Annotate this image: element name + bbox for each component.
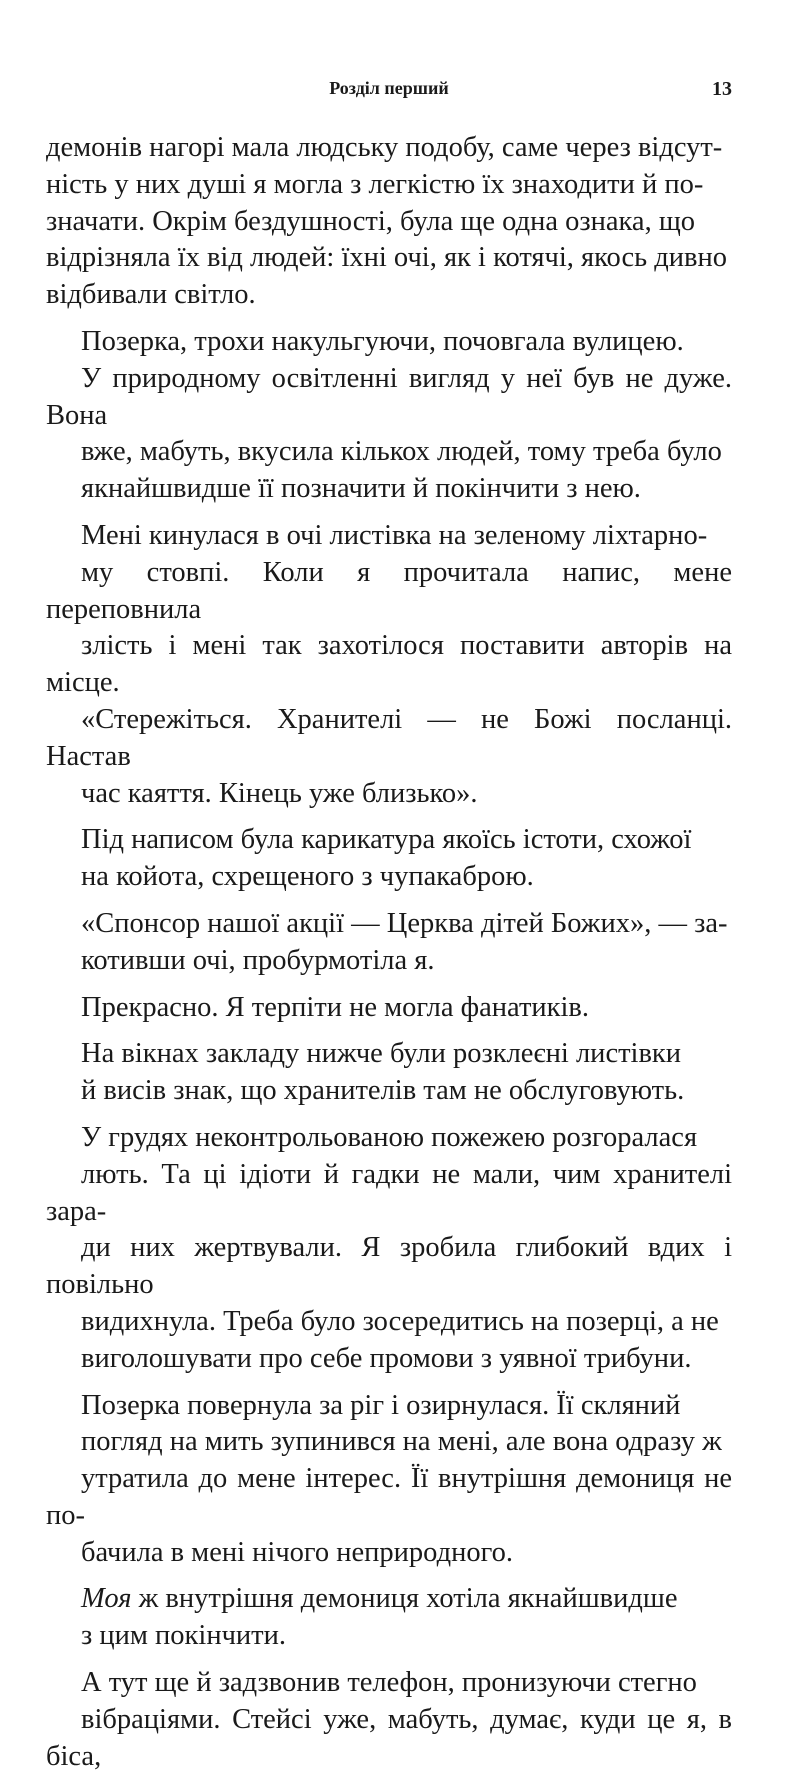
text-line: У грудях неконтрольованою пожежею розгоралася: [81, 1121, 698, 1153]
italic-emphasis: Моя: [81, 1583, 132, 1615]
text-line: на койота, схрещеного з чупакаброю.: [81, 861, 534, 893]
text-line: ність у них душі я могла з легкістю їх знаходити й по-: [46, 168, 704, 200]
paragraph: [46, 1388, 732, 1572]
running-head: [46, 78, 732, 102]
text-line: лють. Та ці ідіоти й гадки не мали, чим хранителі зара-: [46, 1158, 732, 1227]
paragraph: [46, 822, 732, 896]
paragraph: [46, 130, 732, 314]
text-line: час каяття. Кінець уже близько».: [81, 777, 478, 809]
text-line: ди них жертвували. Я зробила глибокий вдих і повільно: [46, 1232, 732, 1301]
text-line: якнайшвидше її позначити й покінчити з нею.: [81, 473, 641, 505]
text-line: «Спонсор нашої акції — Церква дітей Божих», — за-: [81, 907, 728, 939]
text-line: демонів нагорі мала людську подобу, саме через відсут-: [46, 132, 723, 163]
text-line: котивши очі, пробурмотіла я.: [81, 944, 435, 976]
paragraph: [46, 990, 732, 1027]
text-line: Позерка повернула за ріг і озирнулася. Її скляний: [81, 1389, 681, 1421]
text-line: му стовпі. Коли я прочитала напис, мене переповнила: [46, 556, 732, 625]
text-line: бачила в мені нічого неприродного.: [81, 1536, 513, 1568]
text-line: Позерка, трохи накульгуючи, почовгала вулицею.: [81, 325, 684, 357]
text-line: утратила до мене інтерес. Її внутрішня демониця не по-: [46, 1463, 732, 1531]
text-line: видихнула. Треба було зосередитись на позерці, а не: [81, 1305, 719, 1337]
text-line: «Стережіться. Хранителі — не Божі посланці. Настав: [46, 703, 732, 772]
paragraph: [46, 518, 732, 812]
page-number: 13: [712, 78, 732, 100]
text-line: виголошувати про себе промови з уявної трибуни.: [81, 1342, 692, 1374]
body-text: [46, 130, 732, 1775]
text-line: й висів знак, що хранителів там не обслуговують.: [81, 1075, 685, 1107]
text-line: Прекрасно. Я терпіти не могла фанатиків.: [81, 991, 590, 1023]
text-line: значати. Окрім бездушності, була ще одна ознака, що: [46, 205, 696, 237]
text-line: А тут ще й задзвонив телефон, пронизуючи стегно: [81, 1667, 697, 1699]
paragraph: [46, 1036, 732, 1110]
paragraph: [46, 1581, 732, 1655]
text-line: Під написом була карикатура якоїсь істоти, схожої: [81, 824, 692, 856]
text-line: злість і мені так захотілося поставити авторів на місце.: [46, 630, 732, 699]
text-line: погляд на мить зупинився на мені, але вона одразу ж: [81, 1426, 722, 1458]
text-line: відбивали світло.: [46, 279, 256, 311]
text-line: На вікнах закладу нижче були розклеєні листівки: [81, 1038, 682, 1070]
paragraph: [46, 324, 732, 508]
paragraph: [46, 1665, 732, 1775]
text-line: з цим покінчити.: [81, 1620, 286, 1652]
text-line: вже, мабуть, вкусила кількох людей, тому треба було: [81, 436, 722, 468]
text-line: У природному освітленні вигляд у неї був не дуже. Вона: [46, 362, 732, 431]
text-line: Мені кинулася в очі листівка на зеленому ліхтарно-: [81, 519, 708, 551]
chapter-title: Розділ перший: [329, 78, 449, 98]
text-line: вібраціями. Стейсі уже, мабуть, думає, куди це я, в біса,: [46, 1703, 732, 1772]
paragraph: [46, 906, 732, 980]
text-line: відрізняла їх від людей: їхні очі, як і котячі, якось дивно: [46, 242, 727, 274]
text-line: ж внутрішня демониця хотіла якнайшвидше: [131, 1583, 678, 1615]
paragraph: [46, 1120, 732, 1378]
